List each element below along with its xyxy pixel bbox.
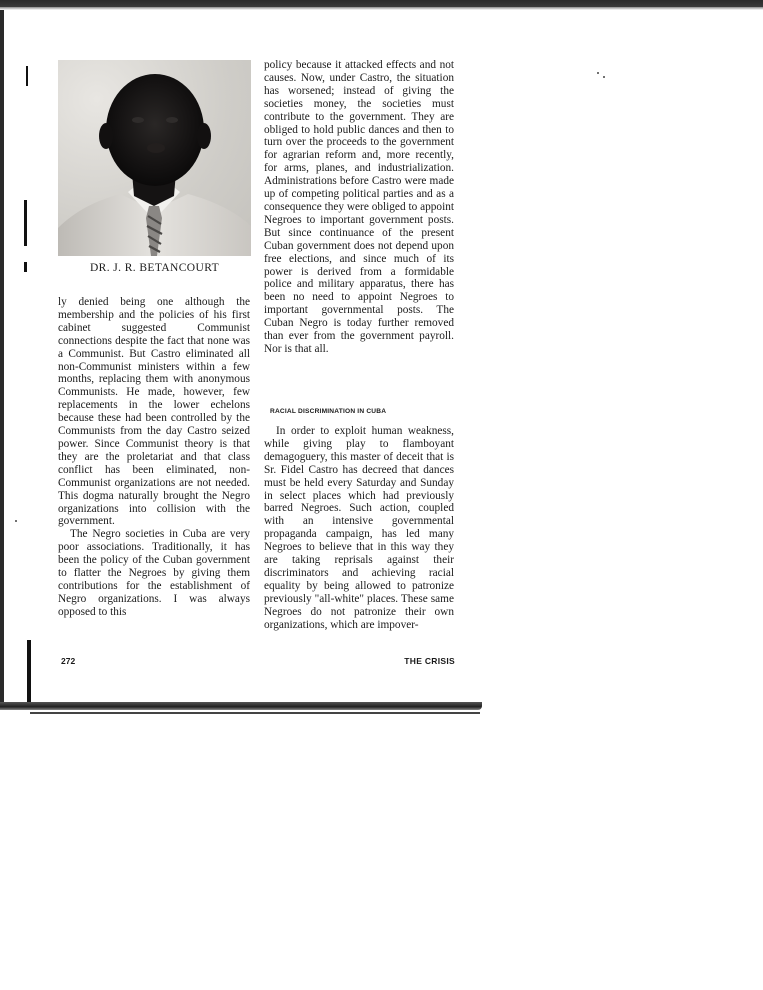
body-paragraph: ly denied being one although the membership and the policies of his first cabinet suggested Communist connections despite the fact that none was a Communist. But Castro eliminated all non-Communist ministers within a few months, replacing them with anonymous Communists. He made, however, few replacements in the lower echelons because these had been controlled by the Communists from the day Castro seized power. Since Communist theory is that they are the proletariat and that class conflict has been eliminated, non-Communist organizations are not needed. This dogma naturally brought the Negro organizations into collision with the government. [58, 296, 250, 528]
body-paragraph: policy because it attacked effects and not causes. Now, under Castro, the situation has worsened; instead of giving the societies money, the societies must contribute to the government. They are obliged to hold public dances and then to turn over the proceeds to the government for agrarian reform and, more recently, for arms, planes, and industrialization. Administrations before Castro were made up of competing political parties and as a consequence they were obliged to appoint Negroes to important government posts. But since continuance of the present Cuban government does not depend upon free elections, and since much of its power is derived from a formidable police and military apparatus, there has been no need to appoint Negroes to important governmental posts. The Cuban Negro is today further removed than ever from the government payroll. Nor is that all. [264, 59, 454, 355]
scan-bottom-line [30, 712, 480, 714]
right-column-top [264, 59, 454, 356]
section-heading: RACIAL DISCRIMINATION IN CUBA [270, 408, 387, 415]
portrait-figure [58, 60, 251, 256]
left-column [58, 296, 250, 619]
photo-caption: DR. J. R. BETANCOURT [89, 262, 220, 274]
right-column-bottom [264, 425, 454, 632]
body-paragraph: The Negro societies in Cuba are very poor associations. Traditionally, it has been the policy of the Cuban government to flatter the Negroes by giving them contributions for the establishment of Negro organizations. I was always opposed to this [58, 528, 250, 618]
speck [597, 72, 599, 74]
publication-name: THE CRISIS [404, 656, 455, 666]
scan-top-shadow [0, 7, 763, 10]
scan-top-border [0, 0, 763, 7]
margin-mark [26, 66, 28, 86]
speck [15, 520, 17, 522]
page-number: 272 [61, 656, 76, 666]
speck [603, 76, 605, 78]
margin-mark [24, 200, 27, 246]
margin-mark [27, 640, 31, 710]
portrait-photo [58, 60, 251, 256]
body-paragraph: In order to exploit human weakness, while giving play to flamboyant demagoguery, this master of deceit that is Sr. Fidel Castro has decreed that dances must be held every Saturday and Sunday in select places which had previously barred Negroes. Such action, coupled with an intensive governmental propaganda campaign, has led many Negroes to believe that in this way they are taking reprisals against their discriminators and achieving racial equality by being allowed to patronize previously "all-white" places. These same Negroes do not patronize their own organizations, which are impover- [264, 425, 454, 631]
scan-bottom-border [0, 702, 482, 710]
scan-left-border [0, 10, 4, 710]
margin-mark [24, 262, 27, 272]
